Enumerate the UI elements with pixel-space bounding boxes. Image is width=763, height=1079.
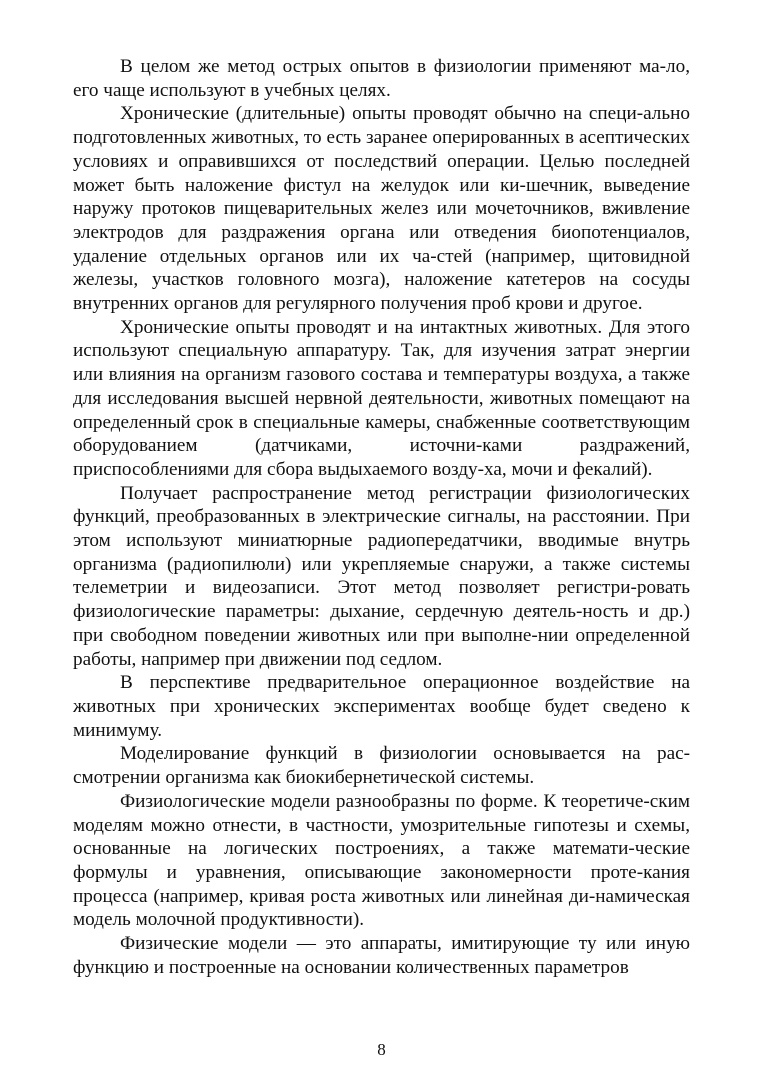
paragraph-perspective: В перспективе предварительное операционное воздействие на животных при хронических экспериментах вообще будет сведено к минимуму.	[73, 672, 690, 741]
page-number: 8	[377, 1040, 386, 1059]
paragraph-acute-experiments: В целом же метод острых опытов в физиологии применяют ма-ло, его чаще используют в учебных целях.	[73, 56, 690, 101]
page-body	[73, 55, 690, 979]
paragraph-chronic-experiments: Хронические (длительные) опыты проводят обычно на специ-ально подготовленных животных, то есть заранее оперированных в асептических условиях и оправившихся от последствий операции. Целью последней может быть наложение фистул на желудок или ки-шечник, выведение наружу протоков пищеварительных желез или мочеточников, вживление электродов для раздражения органа или отведения биопотенциалов, удаление отдельных органов или их ча-стей (например, щитовидной железы, участков головного мозга), наложение катетеров на сосуды внутренних органов для регулярного получения проб крови и другое.	[73, 103, 690, 315]
paragraph-modeling: Моделирование функций в физиологии основывается на рас-смотрении организма как биокибернетической системы.	[73, 743, 690, 789]
paragraph-intact-animals: Хронические опыты проводят и на интактных животных. Для этого используют специальную аппаратуру. Так, для изучения затрат энергии или влияния на организм газового состава и температуры воздуха, а также для исследования высшей нервной деятельности, животных помещают на определенный срок в специальные камеры, снабженные соответствующим оборудованием (датчиками, источни-ками раздражений, приспособлениями для сбора выдыхаемого возду-ха, мочи и фекалий).	[73, 316, 690, 480]
paragraph-physical-models: Физические модели — это аппараты, имитирующие ту или иную функцию и построенные на основании количественных параметров	[73, 933, 690, 978]
paragraph-telemetry: Получает распространение метод регистрации физиологических функций, преобразованных в электрические сигналы, на расстоянии. При этом используют миниатюрные радиопередатчики, вводимые внутрь организма (радиопилюли) или укрепляемые снаружи, а также системы телеметрии и видеозаписи. Этот метод позволяет регистри-ровать физиологические параметры: дыхание, сердечную деятель-ность и др.) при свободном поведении животных или при выполне-нии определенной работы, например при движении под седлом.	[73, 482, 690, 670]
paragraph-physiological-models: Физиологические модели разнообразны по форме. К теоретиче-ским моделям можно отнести, в частности, умозрительные гипотезы и схемы, основанные на логических построениях, а также математи-ческие формулы и уравнения, описывающие закономерности проте-кания процесса (например, кривая роста животных или линейная ди-намическая модель молочной продуктивности).	[73, 790, 690, 931]
